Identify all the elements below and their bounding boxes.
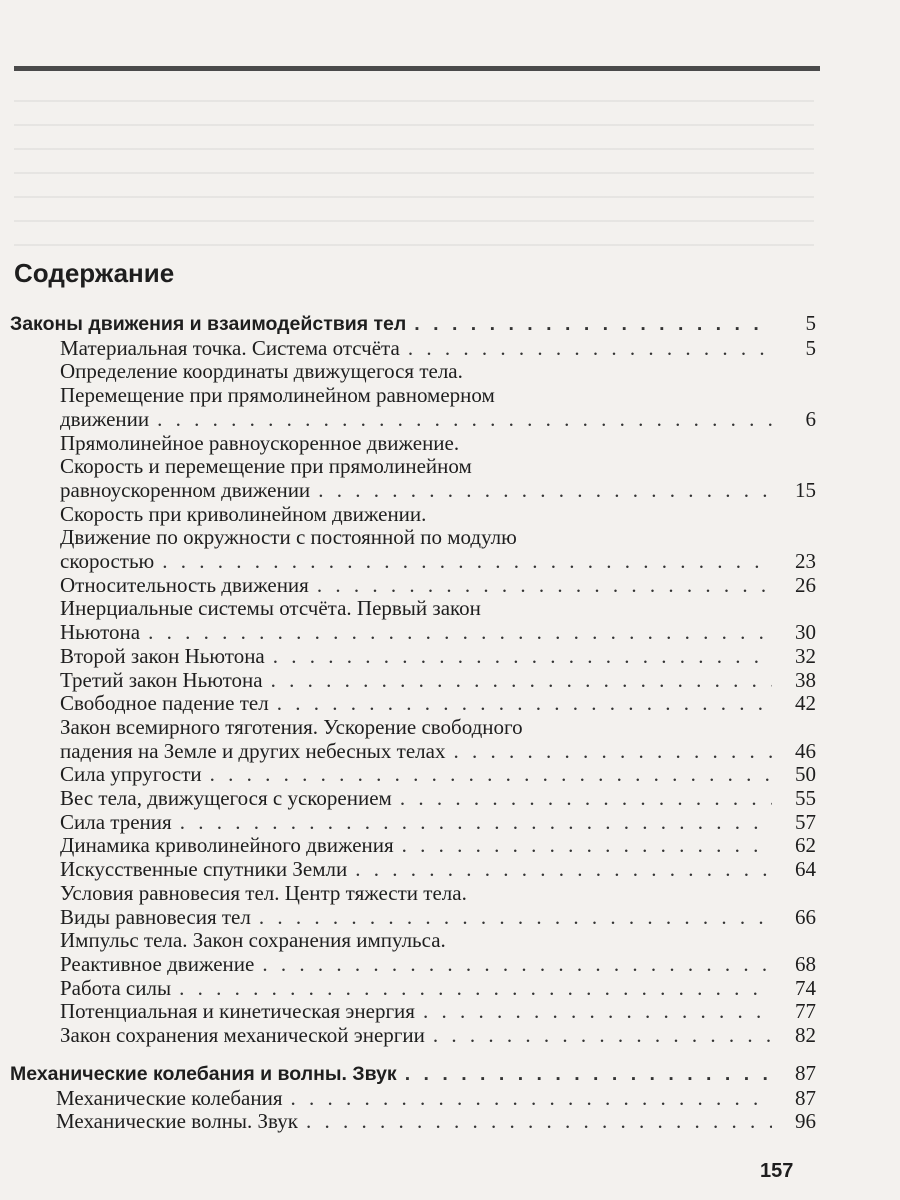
entry-page-number: 66 (795, 904, 816, 929)
toc-entry[interactable] (0, 953, 816, 977)
entry-page-number: 74 (795, 975, 816, 1000)
entry-title-line: Третий закон Ньютона (60, 667, 263, 692)
dot-leader (405, 1063, 772, 1087)
entry-title-line: Закон всемирного тяготения. Ускорение свободного (60, 714, 523, 739)
toc-entry[interactable] (0, 929, 816, 953)
entry-page-number: 62 (795, 833, 816, 858)
entry-title-line: Ньютона (60, 620, 141, 645)
entry-page-number: 68 (795, 951, 816, 976)
entry-title-line: Материальная точка. Система отсчёта (60, 335, 400, 360)
dot-leader (210, 763, 772, 787)
toc-entry[interactable] (0, 977, 816, 1001)
entry-title-line: движении (60, 406, 150, 431)
section-title: Механические колебания и волны. Звук (10, 1062, 397, 1085)
entry-title-line: равноускоренном движении (60, 477, 311, 502)
toc-entry[interactable] (0, 597, 816, 644)
entry-title-line: Динамика криволинейного движения (60, 833, 394, 858)
dot-leader (400, 787, 772, 811)
entry-page-number: 6 (805, 406, 816, 431)
toc-entry[interactable] (0, 574, 816, 598)
entry-title-line: Инерциальные системы отсчёта. Первый закон (60, 596, 481, 621)
toc-entry[interactable] (0, 1024, 816, 1048)
toc-list (0, 312, 900, 1134)
entry-page-number: 23 (795, 549, 816, 574)
toc-entry[interactable] (0, 360, 816, 384)
toc-entry[interactable] (0, 763, 816, 787)
dot-leader (453, 740, 772, 764)
section-page-number: 87 (795, 1060, 816, 1085)
toc-entry[interactable] (0, 882, 816, 906)
dot-leader (414, 313, 772, 337)
dot-leader (317, 574, 772, 598)
dot-leader (277, 692, 772, 716)
entry-title-line: Условия равновесия тел. Центр тяжести тела. (60, 880, 467, 905)
entry-title-line: Закон сохранения механической энергии (60, 1023, 425, 1048)
entry-title-line: Скорость и перемещение при прямолинейном (60, 454, 472, 479)
entry-page-number: 57 (795, 809, 816, 834)
dot-leader (180, 811, 772, 835)
toc-section-heading[interactable] (0, 1062, 816, 1087)
entry-page-number: 46 (795, 738, 816, 763)
entry-page-number: 96 (795, 1109, 816, 1134)
toc-entry[interactable] (0, 906, 816, 930)
toc-entry[interactable] (0, 1087, 816, 1111)
toc-entry[interactable] (0, 337, 816, 361)
entry-title-line: Свободное падение тел (60, 691, 269, 716)
dot-leader (148, 621, 772, 645)
dot-leader (262, 953, 772, 977)
entry-title-line: Вес тела, движущегося с ускорением (60, 786, 392, 811)
toc-entry[interactable] (0, 811, 816, 835)
entry-title-line: Виды равновесия тел (60, 904, 251, 929)
bleed-through-background (14, 78, 814, 258)
entry-page-number: 26 (795, 572, 816, 597)
toc-entry[interactable] (0, 834, 816, 858)
dot-leader (355, 858, 772, 882)
entry-title-line: Работа силы (60, 975, 172, 1000)
toc-entry[interactable] (0, 455, 816, 502)
entry-page-number: 42 (795, 691, 816, 716)
entry-title-line: Механические колебания (56, 1085, 283, 1110)
page-number: 157 (760, 1160, 794, 1182)
entry-title-line: Относительность движения (60, 572, 309, 597)
toc-entry[interactable] (0, 692, 816, 716)
toc-entry[interactable] (0, 384, 816, 431)
entry-title-line: Прямолинейное равноускоренное движение. (60, 430, 460, 455)
toc-entry[interactable] (0, 669, 816, 693)
dot-leader (423, 1000, 772, 1024)
entry-title-line: Второй закон Ньютона (60, 643, 265, 668)
entry-page-number: 64 (795, 857, 816, 882)
entry-title-line: Реактивное движение (60, 951, 255, 976)
entry-title-line: Скорость при криволинейном движении. (60, 501, 427, 526)
entry-title-line: падения на Земле и других небесных телах (60, 738, 446, 763)
toc-entry[interactable] (0, 716, 816, 763)
entry-title-line: Сила трения (60, 809, 172, 834)
toc-entry[interactable] (0, 1110, 816, 1134)
entry-title-line: Определение координаты движущегося тела. (60, 359, 463, 384)
dot-leader (273, 645, 772, 669)
dot-leader (259, 906, 772, 930)
dot-leader (162, 550, 772, 574)
entry-page-number: 77 (795, 999, 816, 1024)
entry-page-number: 30 (795, 620, 816, 645)
toc-entry[interactable] (0, 432, 816, 456)
entry-page-number: 15 (795, 477, 816, 502)
dot-leader (179, 977, 772, 1001)
toc-entry[interactable] (0, 1000, 816, 1024)
entry-page-number: 5 (805, 335, 816, 360)
dot-leader (271, 669, 772, 693)
dot-leader (291, 1087, 773, 1111)
entry-title-line: Механические волны. Звук (56, 1109, 298, 1134)
entry-page-number: 82 (795, 1023, 816, 1048)
dot-leader (318, 479, 772, 503)
entry-page-number: 55 (795, 786, 816, 811)
dot-leader (402, 834, 772, 858)
entry-title-line: Перемещение при прямолинейном равномерном (60, 383, 495, 408)
entry-title-line: Искусственные спутники Земли (60, 857, 348, 882)
entry-page-number: 87 (795, 1085, 816, 1110)
entry-title-line: Движение по окружности с постоянной по модулю (60, 525, 517, 550)
top-divider (14, 66, 820, 71)
dot-leader (306, 1110, 772, 1134)
toc-section-heading[interactable] (0, 312, 816, 337)
toc-entry[interactable] (0, 526, 816, 573)
toc-title: Содержание (14, 258, 175, 288)
entry-page-number: 50 (795, 762, 816, 787)
entry-title-line: Сила упругости (60, 762, 202, 787)
entry-page-number: 38 (795, 667, 816, 692)
toc-entry[interactable] (0, 503, 816, 527)
entry-title-line: скоростью (60, 549, 155, 574)
dot-leader (408, 337, 772, 361)
dot-leader (157, 408, 772, 432)
entry-page-number: 32 (795, 643, 816, 668)
toc-entry[interactable] (0, 858, 816, 882)
dot-leader (433, 1024, 772, 1048)
entry-title-line: Потенциальная и кинетическая энергия (60, 999, 415, 1024)
entry-title-line: Импульс тела. Закон сохранения импульса. (60, 928, 446, 953)
section-page-number: 5 (805, 311, 816, 335)
toc-entry[interactable] (0, 645, 816, 669)
section-title: Законы движения и взаимодействия тел (10, 313, 407, 335)
toc-entry[interactable] (0, 787, 816, 811)
